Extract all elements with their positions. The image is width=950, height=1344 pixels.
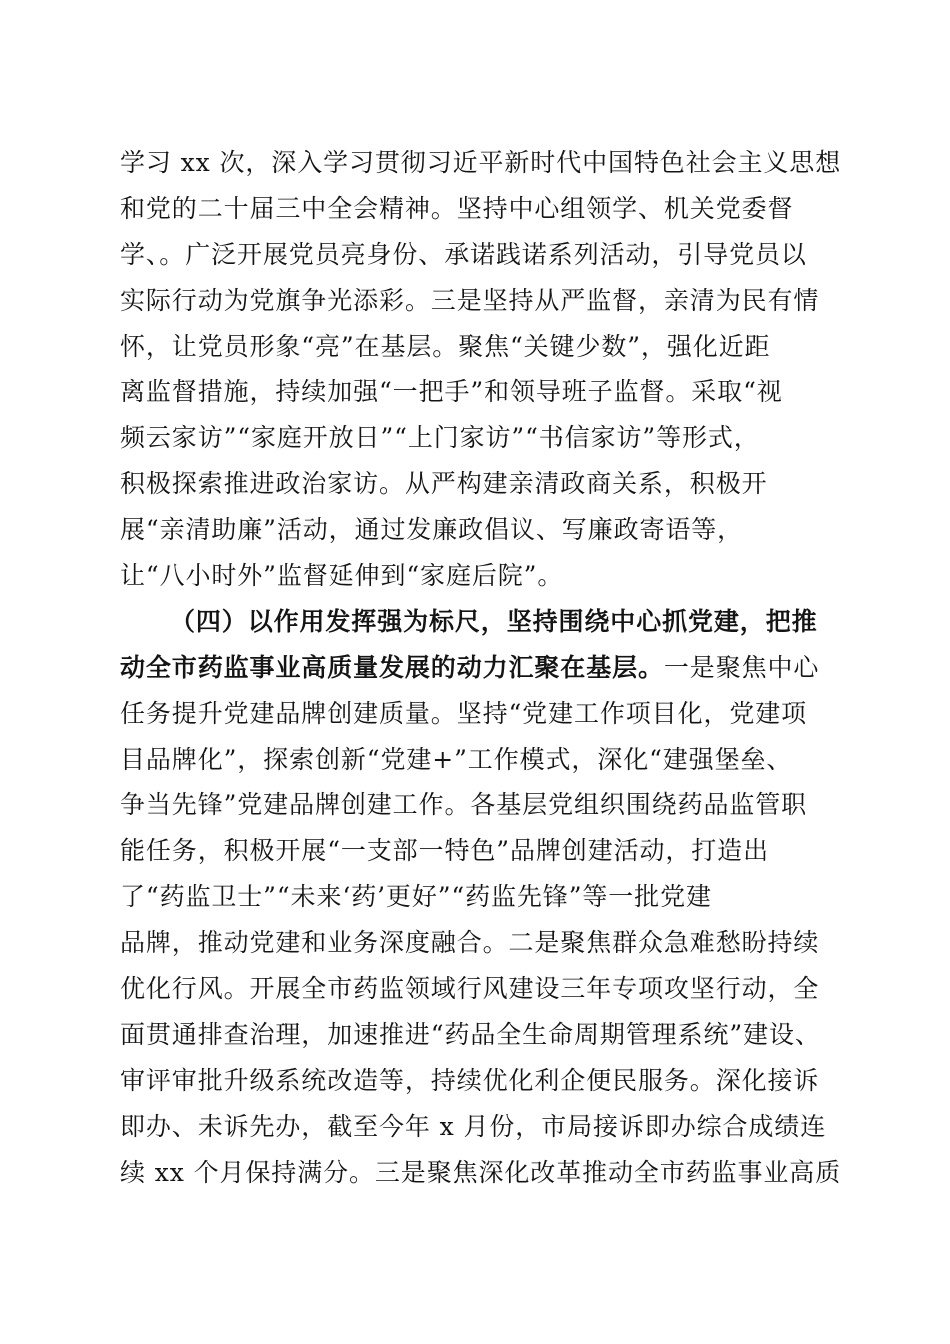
section-heading-line: （四）以作用发挥强为标尺，坚持围绕中心抓党建，把推	[170, 606, 818, 636]
paragraph-1	[120, 140, 842, 599]
text-line: 实际行动为党旗争光添彩。三是坚持从严监督，亲清为民有情	[120, 285, 820, 315]
text-line: 学、。广泛开展党员亮身份、承诺践诺系列活动，引导党员以	[120, 239, 807, 269]
text-line: 让“八小时外”监督延伸到“家庭后院”。	[120, 561, 564, 591]
text-line-rest: 一是聚焦中心	[663, 652, 820, 682]
text-line: 任务提升党建品牌创建质量。坚持“党建工作项目化，党建项	[120, 698, 808, 728]
text-line: 面贯通排查治理，加速推进“药品全生命周期管理系统”建设、	[120, 1019, 821, 1049]
text-line: 目品牌化”，探索创新“党建+”工作模式，深化“建强堡垒、	[120, 744, 793, 774]
text-line: 即办、未诉先办，截至今年 x 月份，市局接诉即办综合成绩连	[120, 1111, 827, 1141]
text-line: 展“亲清助廉”活动，通过发廉政倡议、写廉政寄语等，	[120, 515, 744, 545]
text-line: 能任务，积极开展“一支部一特色”品牌创建活动，打造出	[120, 836, 769, 866]
text-line: 和党的二十届三中全会精神。坚持中心组领学、机关党委督	[120, 193, 794, 223]
paragraph-2	[120, 599, 842, 1196]
document-body	[120, 140, 842, 1195]
text-line: 品牌，推动党建和业务深度融合。二是聚焦群众急难愁盼持续	[120, 928, 820, 958]
text-line: 续 xx 个月保持满分。三是聚焦深化改革推动全市药监事业高质	[120, 1157, 842, 1187]
text-line: 积极探索推进政治家访。从严构建亲清政商关系，积极开	[120, 469, 768, 499]
text-line: 频云家访”“家庭开放日”“上门家访”“书信家访”等形式，	[120, 423, 760, 453]
text-line: 优化行风。开展全市药监领域行风建设三年专项攻坚行动，全	[120, 974, 820, 1004]
text-line: 学习 xx 次，深入学习贯彻习近平新时代中国特色社会主义思想	[120, 148, 842, 177]
text-line	[120, 645, 832, 691]
text-line: 了“药监卫士”“未来‘药’更好”“药监先锋”等一批党建	[120, 882, 712, 912]
text-line: 争当先锋”党建品牌创建工作。各基层党组织围绕药品监管职	[120, 790, 808, 820]
text-line: 审评审批升级系统改造等，持续优化利企便民服务。深化接诉	[120, 1065, 820, 1095]
section-heading-continuation: 动全市药监事业高质量发展的动力汇聚在基层。	[120, 652, 664, 682]
text-line: 怀，让党员形象“亮”在基层。聚焦“关键少数”，强化近距	[120, 331, 771, 361]
text-line: 离监督措施，持续加强“一把手”和领导班子监督。采取“视	[120, 377, 783, 407]
